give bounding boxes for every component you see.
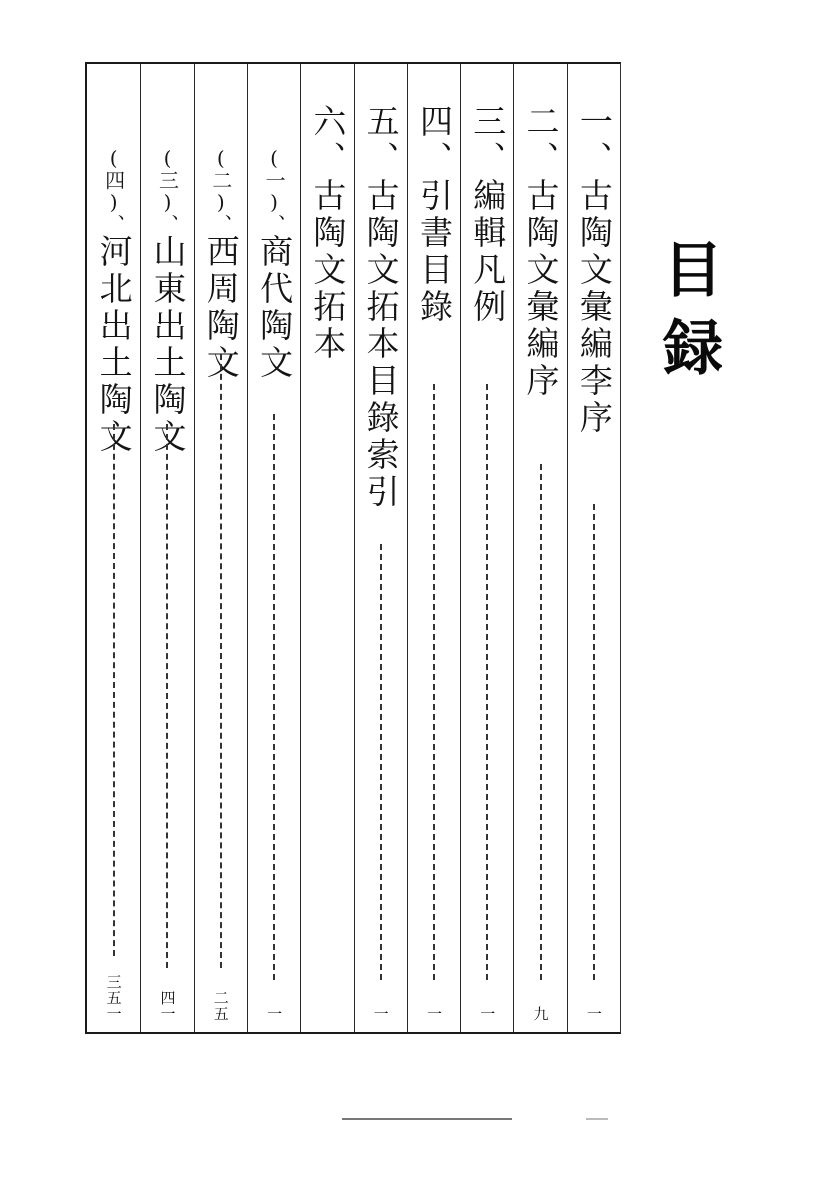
entry-label: 三、編輯凡例 [468, 104, 508, 326]
entry-title: 商代陶文 [255, 234, 295, 382]
toc-list [87, 64, 620, 1032]
entry-title: 西周陶文 [201, 234, 241, 382]
entry-label: 二、古陶文彙編序 [521, 104, 561, 400]
toc-entry[interactable] [567, 64, 620, 1032]
toc-entry[interactable] [194, 64, 247, 1032]
entry-label: 六、古陶文拓本 [308, 104, 348, 363]
toc-entry[interactable] [140, 64, 193, 1032]
page-number: 一 [265, 1006, 284, 1022]
entry-label: 五、古陶文拓本目錄索引 [361, 104, 401, 511]
entry-label [201, 146, 241, 382]
dot-leader [593, 504, 595, 980]
entry-label: 一、古陶文彙編李序 [574, 104, 614, 437]
dot-leader [540, 464, 542, 980]
page-number: 二五 [211, 990, 230, 1022]
dot-leader [113, 424, 115, 956]
entry-label [94, 146, 134, 456]
page-number: 一 [424, 1006, 443, 1022]
page-number: 四一 [158, 990, 177, 1022]
page-number: 九 [531, 1006, 550, 1022]
toc-entry[interactable] [407, 64, 460, 1032]
entry-label [254, 146, 294, 382]
toc-entry[interactable] [460, 64, 513, 1032]
dot-leader [486, 384, 488, 980]
scan-artifact [342, 1118, 512, 1120]
page-number: 一 [478, 1006, 497, 1022]
dot-leader [220, 354, 222, 968]
dot-leader [273, 414, 275, 980]
toc-frame [85, 62, 621, 1034]
toc-entry[interactable] [247, 64, 300, 1032]
toc-entry[interactable] [354, 64, 407, 1032]
page-number: 一 [371, 1006, 390, 1022]
toc-entry[interactable] [513, 64, 566, 1032]
entry-number: (二)、 [208, 146, 233, 234]
scan-artifact [586, 1118, 608, 1120]
entry-label: 四、引書目錄 [414, 104, 454, 326]
entry-number: (三)、 [155, 146, 180, 234]
toc-entry[interactable] [300, 64, 353, 1032]
entry-title: 山東出土陶文 [148, 234, 188, 456]
page-number: 一 [584, 1006, 603, 1022]
entry-label [147, 146, 187, 456]
entry-number: (一)、 [262, 146, 287, 234]
entry-number: (四)、 [101, 146, 126, 234]
toc-entry[interactable] [87, 64, 140, 1032]
dot-leader [380, 544, 382, 980]
page-number: 三五一 [104, 974, 123, 1022]
entry-title: 河北出土陶文 [94, 234, 134, 456]
dot-leader [166, 424, 168, 968]
dot-leader [433, 384, 435, 980]
page-title: 目録 [653, 238, 723, 394]
